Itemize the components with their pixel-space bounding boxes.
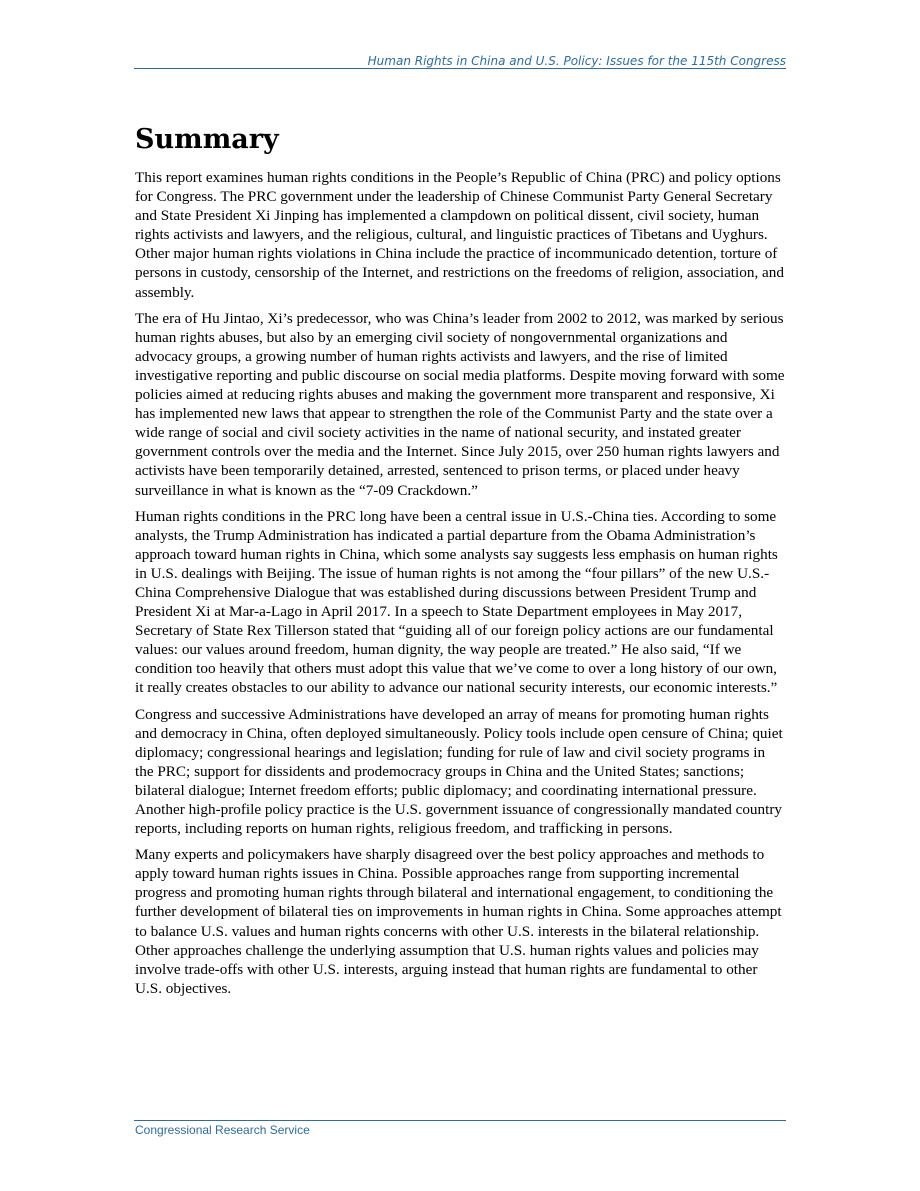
summary-heading: Summary [135,124,279,155]
running-header-title: Human Rights in China and U.S. Policy: Issues for the 115th Congress [367,54,786,68]
summary-paragraph-1: This report examines human rights conditions in the People’s Republic of China (PRC) and policy options for Congress. The PRC government under the leadership of Chinese Communist Party General Secretary and State President Xi Jinping has implemented a clampdown on political dissent, civil society, human rights activists and lawyers, and the religious, cultural, and linguistic practices of Tibetans and Uyghurs. Other major human rights violations in China include the practice of incommunicado detention, torture of persons in custody, censorship of the Internet, and restrictions on the freedoms of religion, association, and assembly. [135,169,784,301]
summary-body [135,168,787,1005]
summary-paragraph-4: Congress and successive Administrations have developed an array of means for promoting human rights and democracy in China, often deployed simultaneously. Policy tools include open censure of China; quiet diplomacy; congressional hearings and legislation; funding for rule of law and civil society programs in the PRC; support for dissidents and prodemocracy groups in China and the United States; sanctions; bilateral dialogue; Internet freedom efforts; public diplomacy; and coordinating international pressure. Another high-profile policy practice is the U.S. government issuance of congressionally mandated country reports, including reports on human rights, religious freedom, and trafficking in persons. [135,705,783,838]
footer-divider [134,1120,786,1121]
summary-paragraph-3: Human rights conditions in the PRC long have been a central issue in U.S.-China ties. According to some analysts, the Trump Administration has indicated a partial departure from the Obama Administration’s approach toward human rights in China, which some analysts say suggests less emphasis on human rights in U.S. dealings with Beijing. The issue of human rights is not among the “four pillars” of the new U.S.-China Comprehensive Dialogue that was established during discussions between President Trump and President Xi at Mar-a-Lago in April 2017. In a speech to State Department employees in May 2017, Secretary of State Rex Tillerson stated that “guiding all of our foreign policy actions are our fundamental values: our values around freedom, human dignity, the way people are treated.” He also said, “If we condition too heavily that others must adopt this value that we’ve come to over a long history of our own, it really creates obstacles to our ability to advance our national security interests, our economic interests.” [135,507,778,697]
header-divider [134,68,786,69]
running-footer-source: Congressional Research Service [135,1123,310,1137]
summary-paragraph-5: Many experts and policymakers have sharply disagreed over the best policy approaches and methods to apply toward human rights issues in China. Possible approaches range from supporting incremental progress and promoting human rights through bilateral and international engagement, to conditioning the further development of bilateral ties on improvements in human rights in China. Some approaches attempt to balance U.S. values and human rights concerns with other U.S. interests in the bilateral relationship. Other approaches challenge the underlying assumption that U.S. human rights values and policies may involve trade-offs with other U.S. interests, arguing instead that human rights are fundamental to other U.S. objectives. [135,846,782,997]
summary-paragraph-2: The era of Hu Jintao, Xi’s predecessor, who was China’s leader from 2002 to 2012, was marked by serious human rights abuses, but also by an emerging civil society of nongovernmental organizations and advocacy groups, a growing number of human rights activists and lawyers, and the rise of limited investigative reporting and public discourse on social media platforms. Despite moving forward with some policies aimed at reducing rights abuses and making the government more transparent and responsive, Xi has implemented new laws that appear to strengthen the role of the Communist Party and the state over a wide range of social and civil society activities in the name of national security, and instated greater government controls over the media and the Internet. Since July 2015, over 250 human rights lawyers and activists have been temporarily detained, arrested, sentenced to prison terms, or placed under heavy surveillance in what is known as the “7-09 Crackdown.” [135,309,785,499]
